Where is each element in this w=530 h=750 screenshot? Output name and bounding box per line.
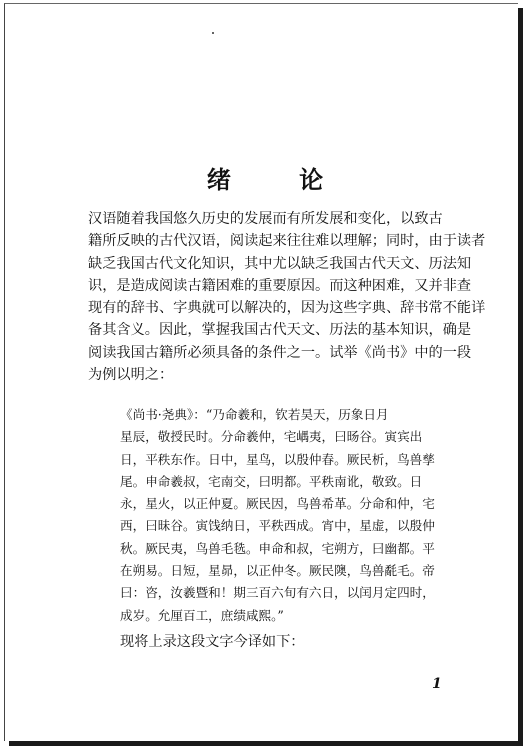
quote-line: 永，星火，以正仲夏。厥民因，鸟兽希革。分命和仲，宅 — [120, 496, 435, 512]
paragraph-line: 缺乏我国古代文化知识，其中尤以缺乏我国古代天文、历法知 — [88, 255, 472, 272]
scan-speck — [212, 32, 214, 34]
paragraph-line: 现有的辞书、字典就可以解决的，因为这些字典、辞书常不能详 — [88, 300, 486, 317]
paragraph-line: 籍所反映的古代汉语，阅读起来往往难以理解；同时，由于读者 — [88, 233, 486, 250]
quote-line: 秋。厥民夷，鸟兽毛毨。申命和叔，宅朔方，曰幽都。平 — [120, 540, 435, 556]
translation-intro: 现将上录这段文字今译如下： — [120, 634, 305, 650]
paragraph-line: 备其含义。因此，掌握我国古代天文、历法的基本知识，确是 — [88, 322, 472, 339]
body-paragraph — [88, 208, 486, 386]
paragraph-line: 阅读我国古籍所必须具备的条件之一。试举《尚书》中的一段 — [88, 344, 472, 361]
quote-line: 成岁。允厘百工，庶绩咸熙。” — [120, 607, 284, 623]
quote-line: 西，曰昧谷。寅饯纳日，平秩西成。宵中，星虚，以殷仲 — [120, 518, 435, 534]
block-quote — [120, 404, 466, 627]
paragraph-line: 识，是造成阅读古籍困难的重要原因。而这种困难，又并非查 — [88, 277, 472, 294]
quote-line: 尾。申命羲叔，宅南交，曰明都。平秩南讹，敬致。日 — [120, 473, 423, 489]
page-title: 绪 论 — [206, 165, 354, 194]
paragraph-line: 汉语随着我国悠久历史的发展而有所发展和变化，以致古 — [88, 211, 443, 227]
quote-line: 《尚书·尧典》：“乃命羲和，钦若昊天，历象日月 — [120, 407, 389, 422]
paragraph-line: 为例以明之： — [88, 367, 174, 384]
quote-line: 日，平秩东作。日中，星鸟，以殷仲春。厥民析，鸟兽孳 — [120, 451, 435, 467]
quote-line: 曰：咨，汝羲暨和！期三百六旬有六日，以闰月定四时， — [120, 585, 435, 601]
quote-line: 星辰，敬授民时。分命羲仲，宅嵎夷，曰旸谷。寅宾出 — [120, 429, 423, 445]
quote-line: 在朔易。日短，星昴，以正仲冬。厥民隩，鸟兽氄毛。帝 — [120, 563, 435, 579]
page-number: 1 — [432, 676, 442, 692]
